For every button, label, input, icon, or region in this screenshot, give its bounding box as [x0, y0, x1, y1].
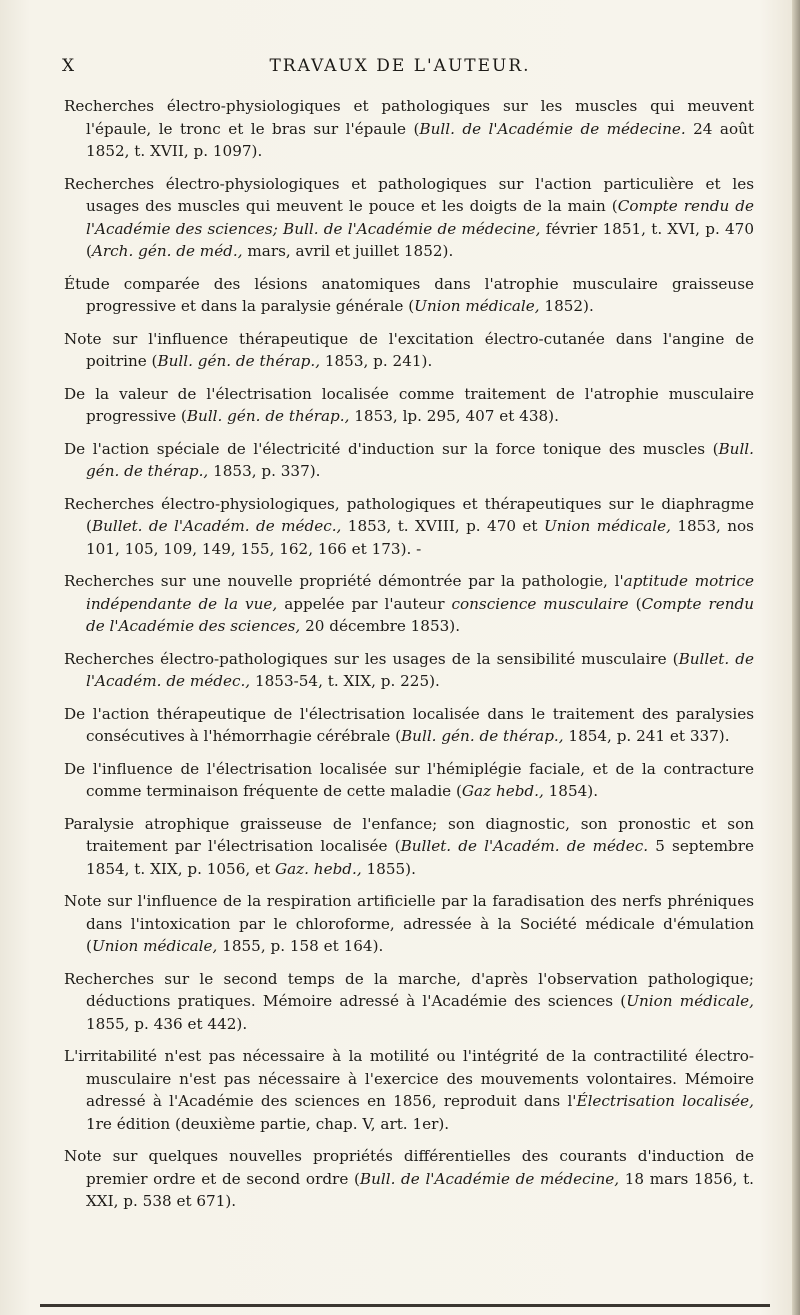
bibliography-entry: L'irritabilité n'est pas nécessaire à la motilité ou l'intégrité de la contractilité électro-musculaire n'est pas nécessaire à l'exercice des mouvements volontaires. Mémoire adressé à l'Académie des sciences en 1856, reproduit dans l'Électrisation localisée, 1re édition (deuxième partie, chap. V, art. 1er). [64, 1047, 754, 1133]
bibliography-entry: Recherches sur une nouvelle propriété démontrée par la pathologie, l'aptitude motrice indépendante de la vue, appelée par l'auteur conscience musculaire (Compte rendu de l'Académie des sciences, 20 décembre 1853). [64, 572, 754, 635]
bibliography-entry: Étude comparée des lésions anatomiques dans l'atrophie musculaire graisseuse progressive et dans la paralysie générale (Union médicale, 1852). [64, 274, 754, 315]
bibliography-entry: Note sur l'influence thérapeutique de l'excitation électro-cutanée dans l'angine de poitrine (Bull. gén. de thérap., 1853, p. 241). [64, 329, 754, 370]
bibliography-entry: Recherches électro-physiologiques, pathologiques et thérapeutiques sur le diaphragme (Bullet. de l'Académ. de médec., 1853, t. XVIII, p. 470 et Union médicale, 1853, nos 101, 105, 109, 149, 155, 162, 166 et 173). - [64, 494, 754, 558]
bibliography-entry: Paralysie atrophique graisseuse de l'enfance; son diagnostic, son pronostic et son traitement par l'électrisation localisée (Bullet. de l'Académ. de médec. 5 septembre 1854, t. XIX, p. 1056, et Gaz. hebd., 1855). [64, 814, 754, 878]
bibliography-list [64, 95, 754, 1223]
bibliography-entry: Note sur l'influence de la respiration artificielle par la faradisation des nerfs phréniques dans l'intoxication par le chloroforme, adressée à la Société médicale d'émulation (Union médicale, 1855, p. 158 et 164). [64, 892, 754, 955]
page-folio: X [62, 56, 76, 76]
bibliography-entry: De la valeur de l'électrisation localisée comme traitement de l'atrophie musculaire progressive (Bull. gén. de thérap., 1853, lp. 295, 407 et 438). [64, 384, 754, 425]
bibliography-entry: Recherches électro-pathologiques sur les usages de la sensibilité musculaire (Bullet. de l'Académ. de médec., 1853-54, t. XIX, p. 225). [64, 649, 754, 690]
bibliography-entry: De l'influence de l'électrisation localisée sur l'hémiplégie faciale, et de la contracture comme terminaison fréquente de cette maladie (Gaz hebd., 1854). [64, 759, 754, 800]
bibliography-entry: De l'action spéciale de l'électricité d'induction sur la force tonique des muscles (Bull. gén. de thérap., 1853, p. 337). [64, 439, 754, 480]
bibliography-entry: Recherches électro-physiologiques et pathologiques sur l'action particulière et les usages des muscles qui meuvent le pouce et les doigts de la main (Compte rendu de l'Académie des sciences; Bull. de l'Académie de médecine, février 1851, t. XVI, p. 470 (Arch. gén. de méd., mars, avril et juillet 1852). [64, 174, 754, 260]
bottom-rule [40, 1304, 770, 1307]
bibliography-entry: Note sur quelques nouvelles propriétés différentielles des courants d'induction de premier ordre et de second ordre (Bull. de l'Académie de médecine, 18 mars 1856, t. XXI, p. 538 et 671). [64, 1147, 755, 1210]
page-edge [792, 0, 800, 1315]
bibliography-entry: Recherches sur le second temps de la marche, d'après l'observation pathologique; déductions pratiques. Mémoire adressé à l'Académie des sciences (Union médicale, 1855, p. 436 et 442). [64, 969, 754, 1033]
bibliography-entry: De l'action thérapeutique de l'électrisation localisée dans le traitement des paralysies consécutives à l'hémorrhagie cérébrale (Bull. gén. de thérap., 1854, p. 241 et 337). [64, 704, 754, 745]
bibliography-entry: Recherches électro-physiologiques et pathologiques sur les muscles qui meuvent l'épaule, le tronc et le bras sur l'épaule (Bull. de l'Académie de médecine. 24 août 1852, t. XVII, p. 1097). [64, 97, 754, 160]
running-head: TRAVAUX DE L'AUTEUR. [269, 56, 531, 76]
